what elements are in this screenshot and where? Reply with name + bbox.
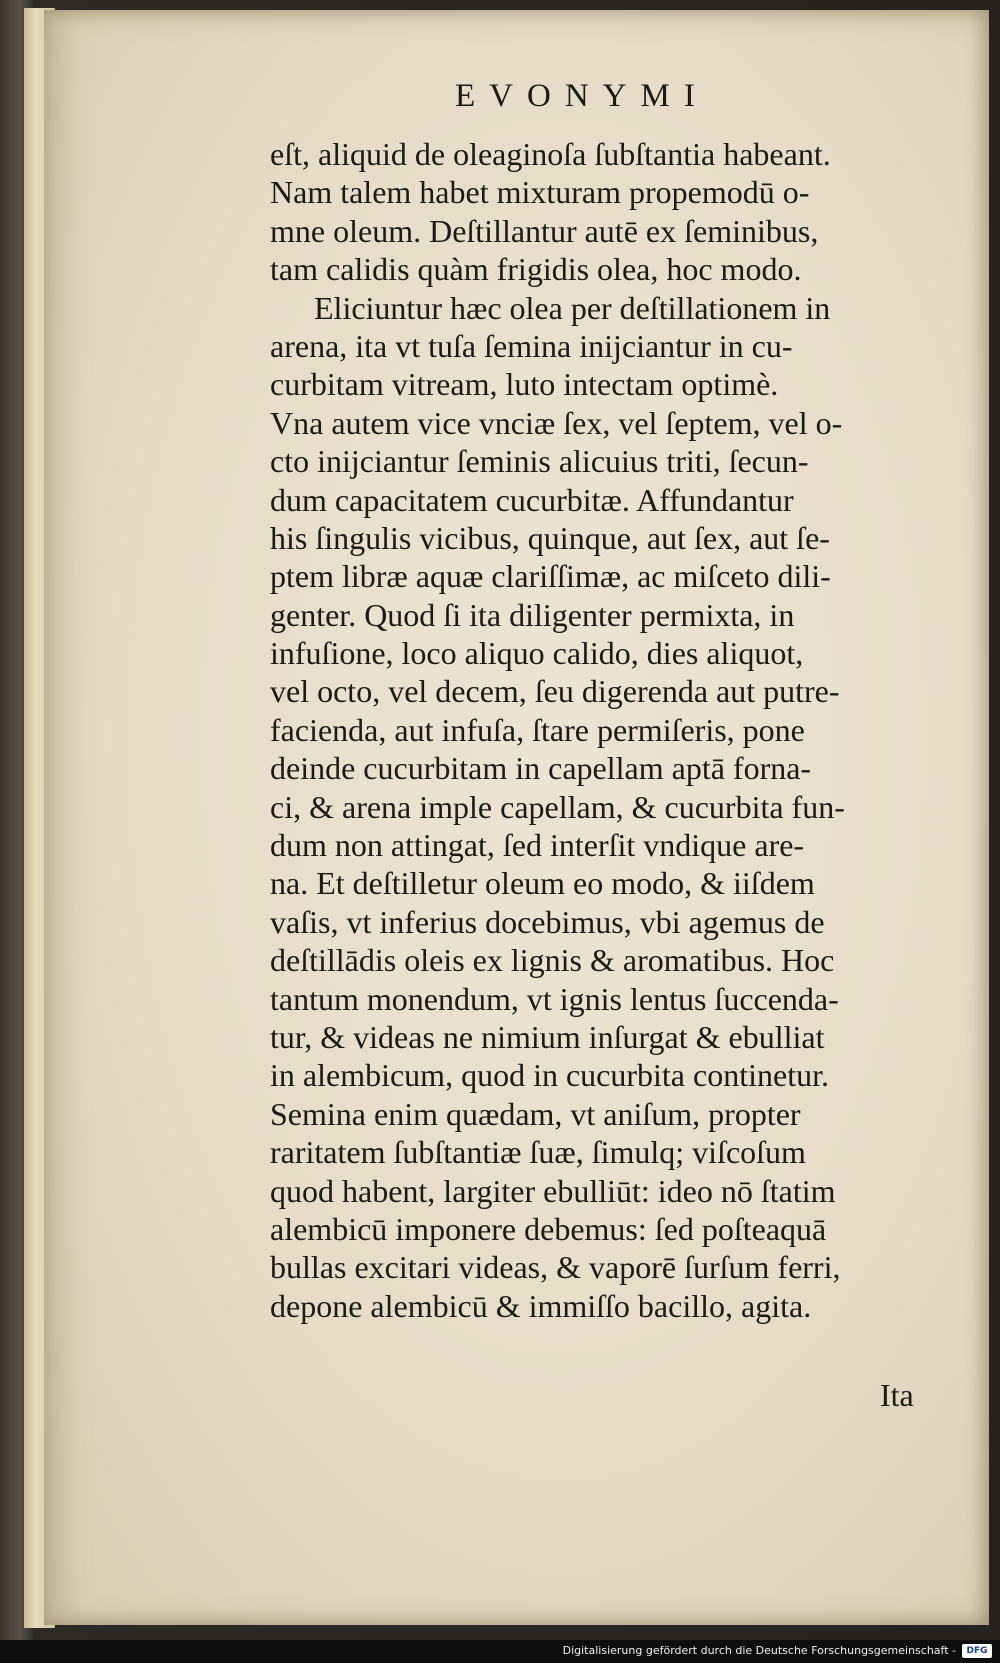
text-line: ptem libræ aquæ clariſſimæ, ac miſceto dili- xyxy=(270,558,831,595)
text-line: ci, & arena imple capellam, & cucurbita fun- xyxy=(270,788,845,825)
text-line: alembicū imponere debemus: ſed poſteaquā xyxy=(270,1210,827,1247)
footer-bar xyxy=(0,1640,1000,1663)
text-line: bullas excitari videas, & vaporē ſurſum ferri, xyxy=(270,1249,841,1286)
text-line: raritatem ſubſtantiæ ſuæ, ſimulq; viſcoſum xyxy=(270,1134,806,1171)
text-line: Nam talem habet mixturam propemodū o- xyxy=(270,174,810,211)
footer-credit: Digitalisierung gefördert durch die Deutsche Forschungsgemeinschaft - xyxy=(562,1644,956,1657)
body-text xyxy=(270,135,940,1325)
text-line: tam calidis quàm frigidis olea, hoc modo. xyxy=(270,251,802,288)
text-line: vel octo, vel decem, ſeu digerenda aut putre- xyxy=(270,673,840,710)
text-line: dum capacitatem cucurbitæ. Affundantur xyxy=(270,481,794,518)
text-line: in alembicum, quod in cucurbita continetur. xyxy=(270,1057,829,1094)
text-line: na. Et deſtilletur oleum eo modo, & iiſdem xyxy=(270,865,815,902)
text-line: tantum monendum, vt ignis lentus ſuccenda- xyxy=(270,980,839,1017)
text-line: deſtillādis oleis ex lignis & aromatibus. Hoc xyxy=(270,942,835,979)
text-line: Semina enim quædam, vt aniſum, propter xyxy=(270,1095,801,1132)
text-line: dum non attingat, ſed interſit vndique are- xyxy=(270,827,805,864)
text-line: tur, & videas ne nimium inſurgat & ebulliat xyxy=(270,1018,825,1055)
text-line: curbitam vitream, luto intectam optimè. xyxy=(270,366,779,403)
text-line: Vna autem vice vnciæ ſex, vel ſeptem, vel o- xyxy=(270,404,843,441)
running-head: EVONYMI xyxy=(455,78,709,114)
dfg-logo-icon: DFG xyxy=(962,1644,992,1658)
text-line: arena, ita vt tuſa ſemina inijciantur in cu- xyxy=(270,327,793,364)
text-line: his ſingulis vicibus, quinque, aut ſex, aut ſe- xyxy=(270,519,830,556)
text-line: facienda, aut infuſa, ſtare permiſeris, pone xyxy=(270,711,805,748)
text-line: depone alembicū & immiſſo bacillo, agita. xyxy=(270,1287,812,1324)
text-line: eſt, aliquid de oleaginoſa ſubſtantia habeant. xyxy=(270,136,831,172)
text-line: vaſis, vt inferius docebimus, vbi agemus de xyxy=(270,903,825,940)
text-line: genter. Quod ſi ita diligenter permixta, in xyxy=(270,596,795,633)
text-line: mne oleum. Deſtillantur autē ex ſeminibus, xyxy=(270,212,819,249)
text-line: Eliciuntur hæc olea per deſtillationem in xyxy=(314,289,831,326)
text-line: cto inijciantur ſeminis alicuius triti, ſecun- xyxy=(270,443,809,480)
catchword: Ita xyxy=(880,1377,914,1413)
text-line: deinde cucurbitam in capellam aptā forna- xyxy=(270,750,812,787)
text-line: infuſione, loco aliquo calido, dies aliquot, xyxy=(270,635,804,672)
text-line: quod habent, largiter ebulliūt: ideo nō ſtatim xyxy=(270,1172,836,1209)
